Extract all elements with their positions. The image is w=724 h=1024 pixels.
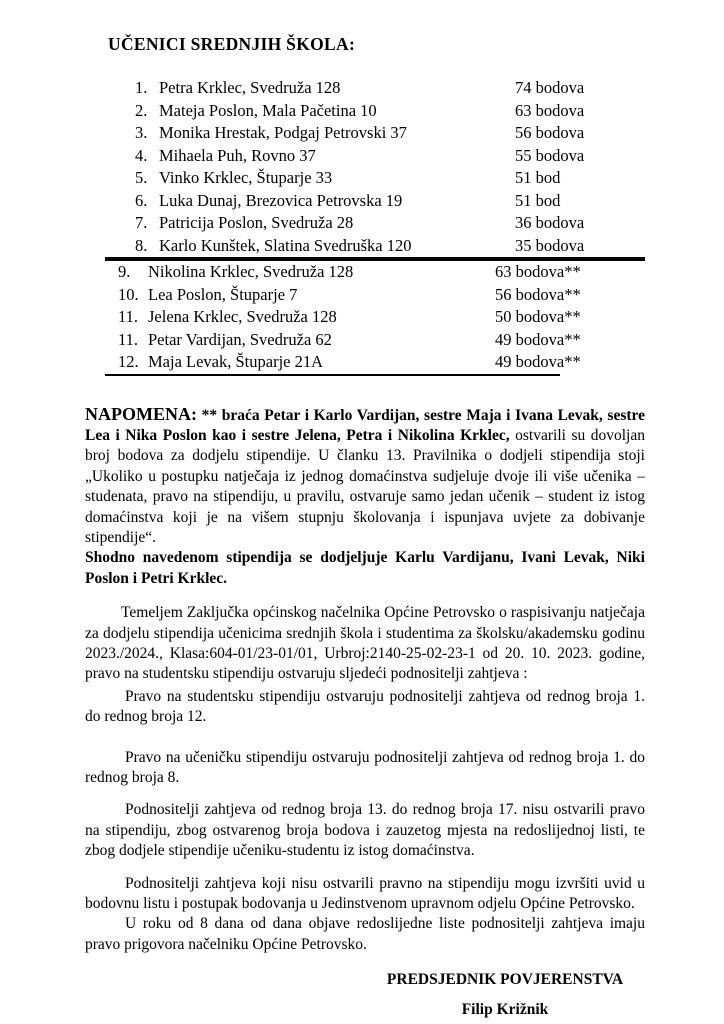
- ranking-group-students-1-8: [105, 77, 645, 261]
- list-item: [105, 100, 645, 123]
- list-item: [105, 122, 645, 145]
- ranking-group-students-9-12: [105, 261, 581, 376]
- list-item: [105, 306, 581, 329]
- list-item-points: 74 bodova: [515, 78, 585, 97]
- list-item-number: 7.: [135, 213, 148, 232]
- list-item-points: 50 bodova**: [495, 307, 581, 326]
- list-item-points: 63 bodova: [515, 100, 585, 120]
- napomena-label: NAPOMENA:: [85, 403, 197, 424]
- paragraph-uvid-bodovna-lista: Podnositelji zahtjeva koji nisu ostvarili pravno na stipendiju mogu izvršiti uvid u bodovnu listu i postupak bodovanja u Jedinstvenom upravnom odjelu Općine Petrovsko.: [85, 874, 645, 913]
- list-item-points: 49 bodova**: [495, 329, 581, 349]
- list-item-name: Petar Vardijan, Svedruža 62: [148, 329, 332, 349]
- list-item: [105, 284, 581, 307]
- list-item-points: 35 bodova: [515, 235, 585, 255]
- list-item: [105, 329, 581, 352]
- list-item-number: 10.: [118, 284, 139, 304]
- napomena-conclusion: Shodno navedenom stipendija se dodjeljuje Karlu Vardijanu, Ivani Levak, Niki Poslon i Petri Krklec.: [85, 549, 645, 587]
- napomena-note: [85, 404, 645, 590]
- list-item-name: Luka Dunaj, Brezovica Petrovska 19: [159, 190, 403, 210]
- list-item-number: 4.: [135, 145, 148, 165]
- list-item-points: 51 bod: [515, 168, 561, 187]
- list-item-number: 11.: [118, 307, 139, 326]
- list-item-name: Patricija Poslon, Svedruža 28: [159, 213, 354, 232]
- list-item-number: 3.: [135, 123, 148, 142]
- list-item: [105, 190, 645, 213]
- list-item-number: 9.: [118, 262, 131, 281]
- list-item-points: 55 bodova: [515, 145, 585, 165]
- paragraph-podnositelji-13-17: Podnositelji zahtjeva od rednog broja 13. do rednog broja 17. nisu ostvarili pravo na stipendiju, zbog ostvarenog broja bodova i zauzetog mjesta na redoslijednoj listi, te zbog dodjele stipendije učeniku-studentu iz istog domaćinstva.: [85, 801, 645, 860]
- list-item-name: Petra Krklec, Svedruža 128: [159, 78, 341, 97]
- signature-name: Filip Križnik: [461, 1001, 549, 1019]
- list-item-number: 12.: [118, 352, 139, 371]
- paragraph-temeljem: Temeljem Zaključka općinskog načelnika Općine Petrovsko o raspisivanju natječaja za dodjelu stipendija učenicima srednjih škola i studentima za školsku/akademsku godinu 2023./2024., Klasa:604-01/23-01/01, Urbroj:2140-25-02-23-1 od 20. 10. 2023. godine, pravo na studentsku stipendiju ostvaruju sljedeći podnositelji zahtjeva :: [85, 604, 645, 683]
- list-item: [105, 145, 645, 168]
- list-item-points: 63 bodova**: [495, 262, 581, 281]
- list-item-name: Mateja Poslon, Mala Pačetina 10: [159, 100, 377, 120]
- list-item: [105, 235, 645, 259]
- list-item-points: 51 bod: [515, 190, 561, 210]
- list-item-number: 5.: [135, 168, 148, 187]
- list-item-name: Karlo Kunštek, Slatina Svedruška 120: [159, 235, 412, 255]
- list-item-name: Maja Levak, Štuparje 21A: [148, 352, 324, 371]
- list-item-name: Vinko Krklec, Štuparje 33: [159, 168, 333, 187]
- list-item: [105, 351, 581, 374]
- signature-role: PREDSJEDNIK POVJERENSTVA: [386, 971, 624, 989]
- list-item-points: 56 bodova: [515, 123, 585, 142]
- list-item: [105, 261, 581, 284]
- list-item-number: 11.: [118, 329, 139, 349]
- list-item-name: Monika Hrestak, Podgaj Petrovski 37: [159, 123, 407, 142]
- page-title: UČENICI SREDNJIH ŠKOLA:: [108, 34, 356, 54]
- paragraph-pravo-studentsku: Pravo na studentsku stipendiju ostvaruju podnositelji zahtjeva od rednog broja 1. do rednog broja 12.: [85, 687, 645, 726]
- list-item-points: 36 bodova: [515, 213, 585, 232]
- list-item-name: Lea Poslon, Štuparje 7: [148, 284, 298, 304]
- ranking-list: [85, 77, 645, 376]
- list-item-number: 6.: [135, 190, 148, 210]
- napomena-regular-text: ostvarili su dovoljan broj bodova za dodjelu stipendije. U članku 13. Pravilnika o dodjeli stipendija stoji „Ukoliko u postupku natječaja iz jednog domaćinstva sudjeluje dvoje ili više učenika – studenata, pravo na stipendiju, u pravilu, ostvaruje samo jedan učenik – student iz istog domaćinstva koji je na višem stupnju školovanja i ispunjava uvjete za dobivanje stipendije“.: [85, 426, 645, 546]
- list-item-points: 49 bodova**: [495, 352, 581, 371]
- list-item: [105, 212, 645, 235]
- list-item-number: 2.: [135, 100, 148, 120]
- list-item-number: 1.: [135, 78, 148, 97]
- list-item: [105, 77, 645, 100]
- paragraph-pravo-ucenicku: Pravo na učeničku stipendiju ostvaruju podnositelji zahtjeva od rednog broja 1. do rednog broja 8.: [85, 748, 645, 786]
- list-item-name: Nikolina Krklec, Svedruža 128: [148, 262, 354, 281]
- list-item-number: 8.: [135, 235, 148, 255]
- signature-block: [385, 971, 625, 1019]
- paragraph-rok-prigovora: U roku od 8 dana od dana objave redoslijedne liste podnositelji zahtjeva imaju pravo prigovora načelniku Općine Petrovsko.: [85, 915, 645, 953]
- list-item-name: Jelena Krklec, Svedruža 128: [148, 307, 337, 326]
- napomena-bold-names: ** braća Petar i Karlo Vardijan, sestre Maja i Ivana Levak, sestre Lea i Nika Poslon kao i sestre Jelena, Petra i Nikolina Krklec,: [85, 406, 646, 444]
- list-item-points: 56 bodova**: [495, 284, 581, 304]
- list-item: [105, 167, 645, 190]
- list-item-name: Mihaela Puh, Rovno 37: [159, 145, 316, 165]
